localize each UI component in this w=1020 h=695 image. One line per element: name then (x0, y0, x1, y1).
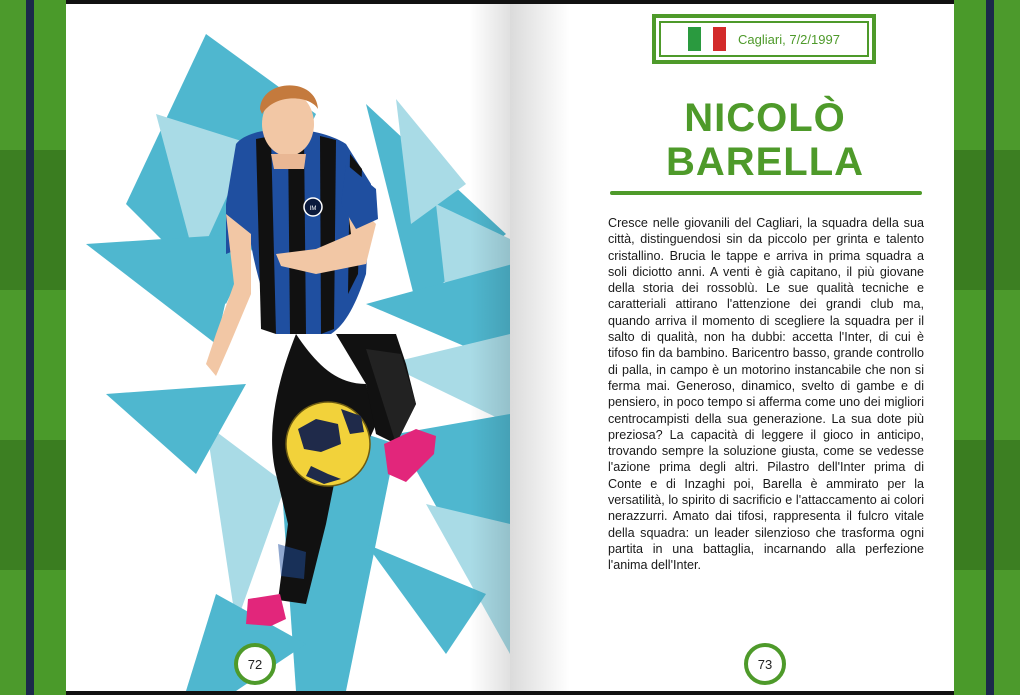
page-gutter-shadow (510, 4, 570, 691)
right-page (510, 4, 954, 691)
page-number (744, 643, 786, 685)
birth-info: Cagliari, 7/2/1997 (738, 31, 840, 47)
player-illustration (66, 4, 510, 691)
left-border-stripes (0, 0, 66, 695)
italian-flag-icon (688, 27, 726, 51)
player-name (610, 96, 920, 184)
player-biography: Cresce nelle giovanili del Cagliari, la squadra della sua città, distinguendosi sin da piccolo per grinta e talento cristallino. Brucia le tappe e arriva in prima squadra a soli diciotto anni. A venti è già capitano, il più giovane della storia dei rossoblù. Le sue qualità tecniche e caratteriali attirano l'attenzione dei grandi club ma, quando arriva il momento di scegliere la squadra per il salto di qualità, non ha dubbi: accetta l'Inter, di cui è tifoso fin da bambino. Baricentro basso, grande controllo di palla, in campo è un motorino instancabile che non si ferma mai. Generoso, dinamico, svelto di gambe e di pensiero, in poco tempo si afferma come uno dei migliori centrocampisti della sua generazione. La sua dote più preziosa? La capacità di leggere il gioco in anticipo, trovando sempre la soluzione giusta, come se vedesse l'azione prima degli altri. Pilastro dell'Inter prima di Conte e di Inzaghi poi, Barella è ammirato per la versatilità, lo spirito di sacrificio e l'attaccamento ai colori nerazzurri. Amato dai tifosi, rappresenta il fulcro vitale della squadra: un leader silenzioso che trasforma ogni partita in una battaglia, incarnando alla perfezione l'anima dell'Inter. (608, 216, 924, 573)
player-first-name: NICOLÒ (684, 96, 846, 140)
svg-text:IM: IM (309, 206, 317, 212)
player-last-name: BARELLA (665, 140, 865, 184)
page-number-label: 73 (757, 656, 773, 672)
inter-crest-icon (304, 198, 322, 216)
title-divider (610, 191, 922, 195)
left-page (66, 4, 510, 691)
right-border-stripes (954, 0, 1020, 695)
page-gutter-shadow (470, 4, 510, 691)
birth-info-box (652, 14, 876, 64)
football-icon (286, 402, 370, 486)
page-number-label: 72 (247, 656, 263, 672)
page-number (234, 643, 276, 685)
